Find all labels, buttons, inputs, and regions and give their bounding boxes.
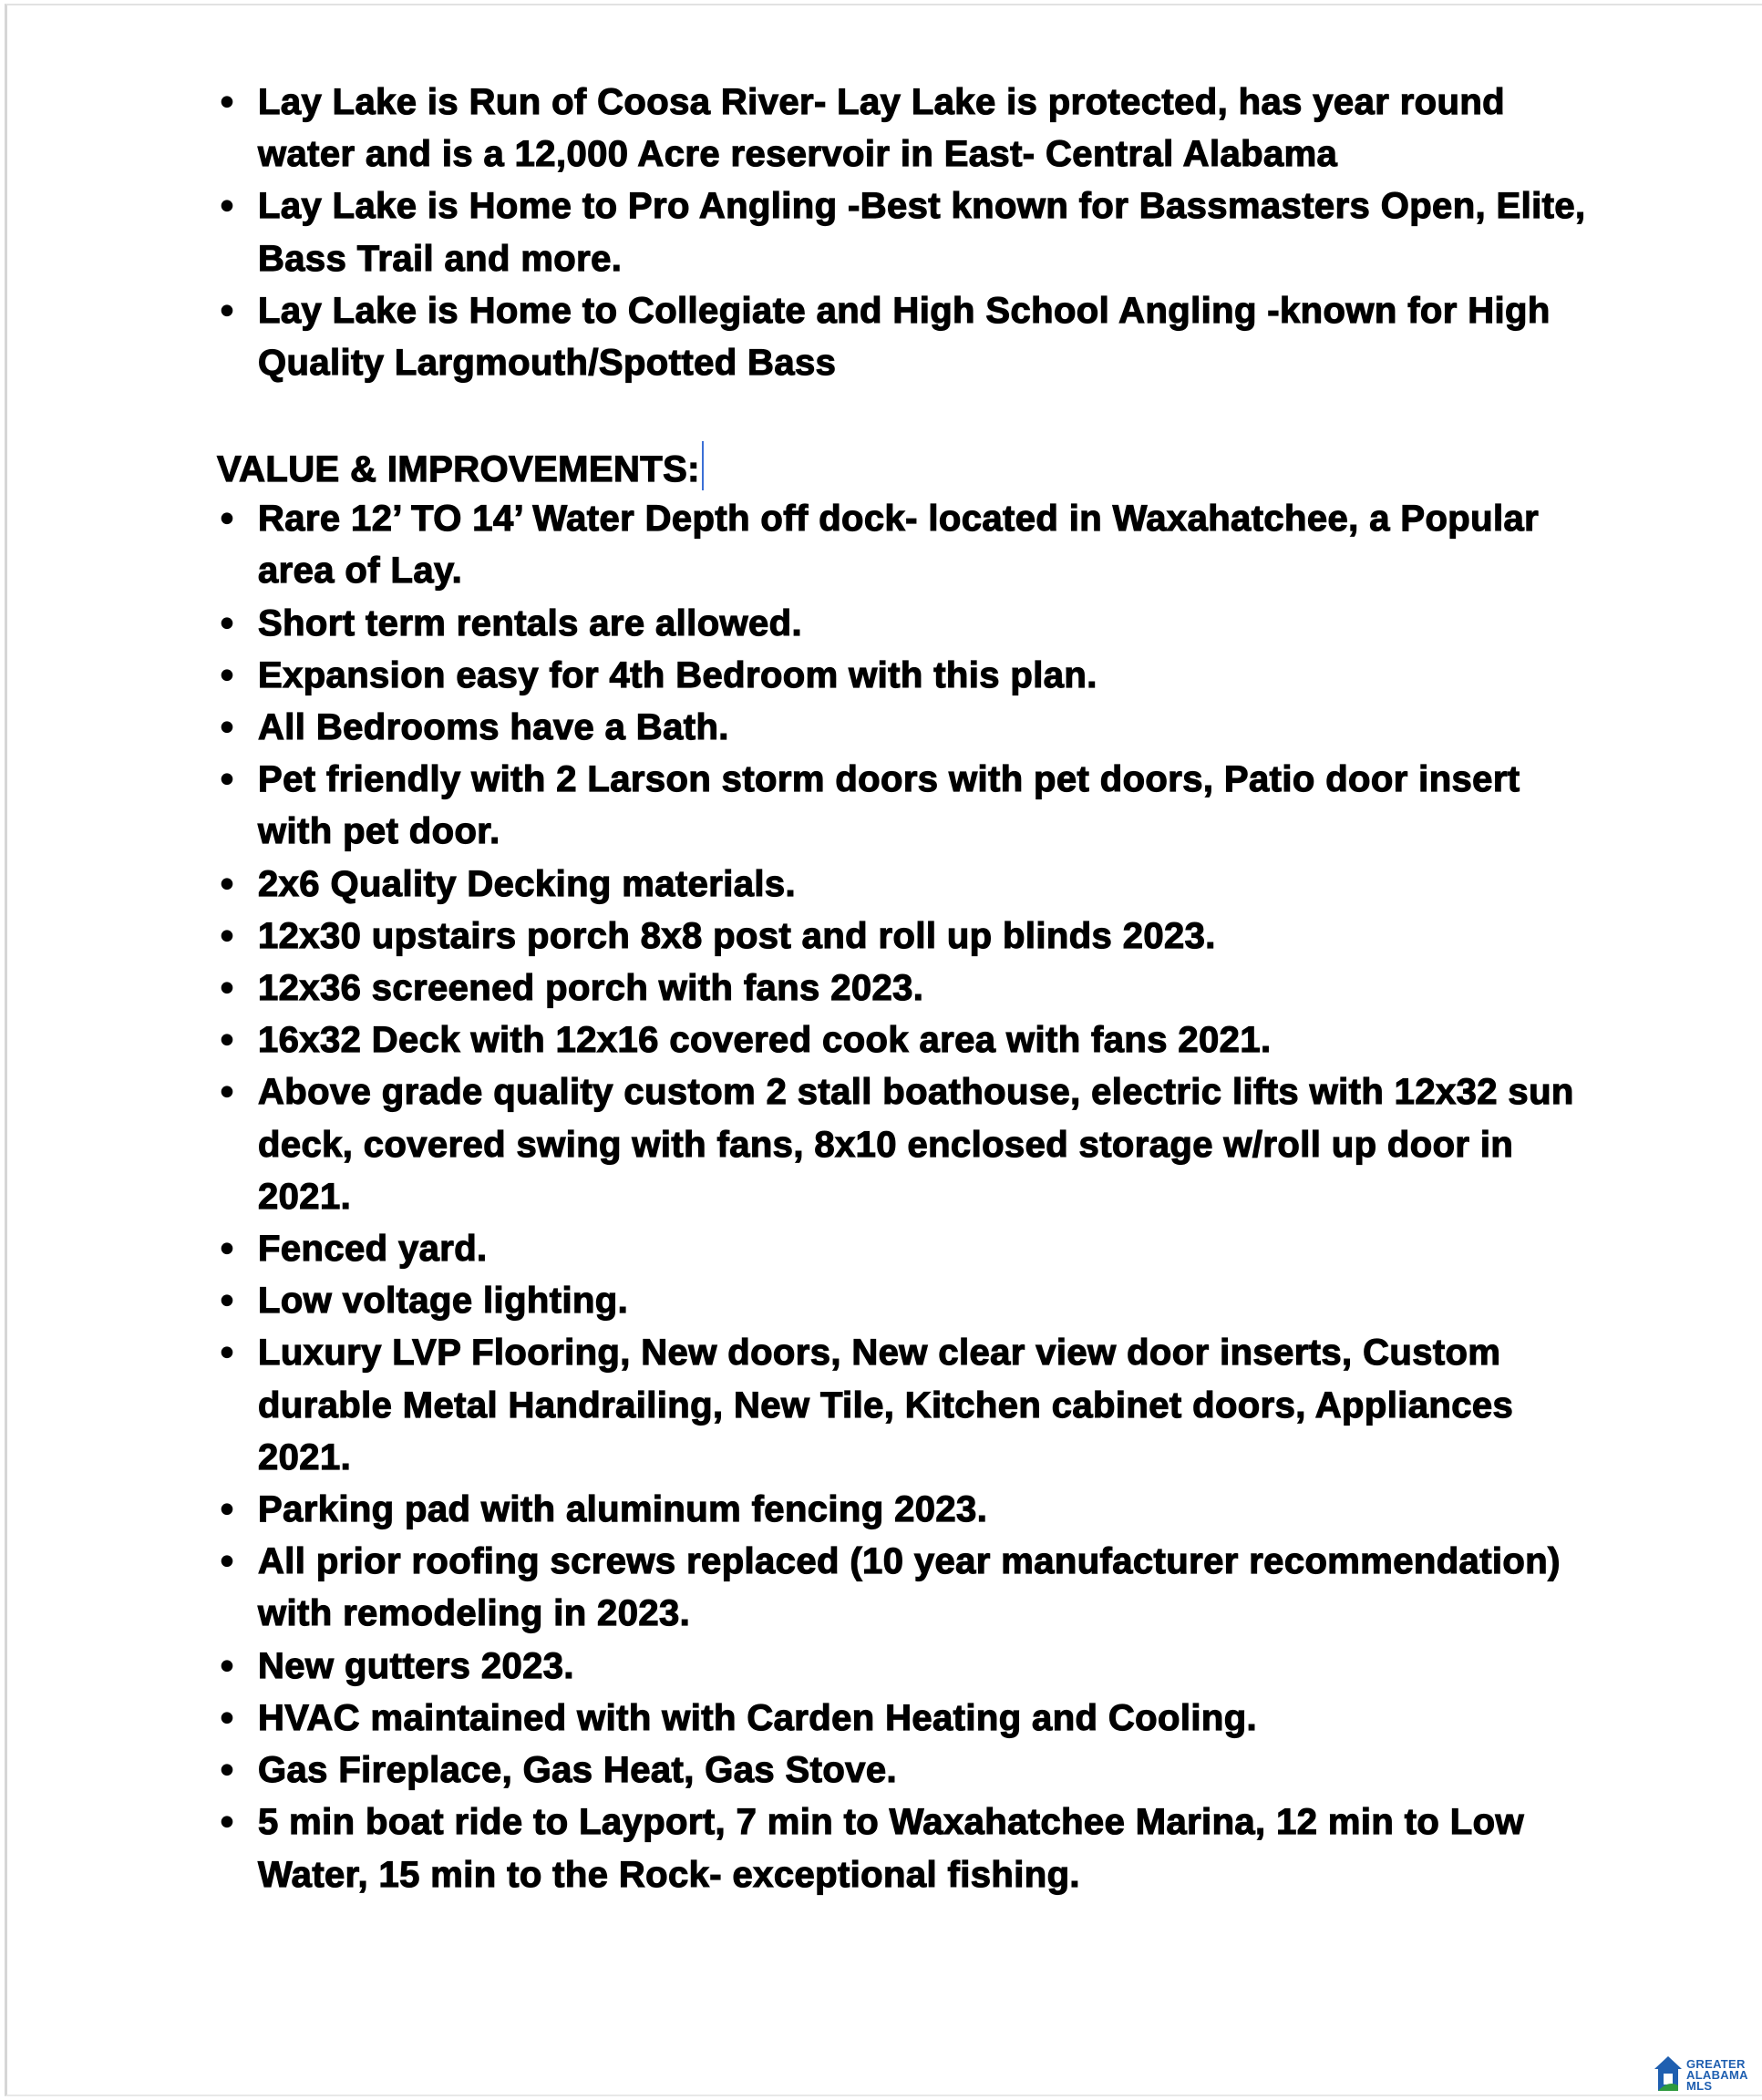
list-item-text: Short term rentals are allowed. bbox=[258, 602, 803, 643]
list-item-text: Lay Lake is Home to Pro Angling -Best known for Bassmasters Open, Elite, Bass Trail and more. bbox=[258, 186, 1586, 279]
bullet-icon: • bbox=[221, 1281, 234, 1322]
list-item-text: 12x30 upstairs porch 8x8 post and roll up blinds 2023. bbox=[258, 915, 1216, 956]
document-page bbox=[5, 4, 1762, 2096]
bullet-icon: • bbox=[221, 968, 234, 1009]
bullet-icon: • bbox=[221, 186, 234, 227]
bullet-icon: • bbox=[221, 1020, 234, 1061]
section-heading bbox=[217, 441, 1602, 493]
improvements-bullet-list bbox=[217, 493, 1602, 1900]
list-item-text: Expansion easy for 4th Bedroom with this plan. bbox=[258, 654, 1097, 695]
list-item bbox=[217, 180, 1602, 284]
list-item bbox=[217, 1641, 1602, 1693]
list-item-text: 5 min boat ride to Layport, 7 min to Waxahatchee Marina, 12 min to Low Water, 15 min to the Rock- exceptional fishing. bbox=[258, 1802, 1524, 1895]
bullet-icon: • bbox=[221, 1541, 234, 1582]
intro-bullet-list bbox=[217, 77, 1602, 389]
bullet-icon: • bbox=[221, 759, 234, 800]
list-item bbox=[217, 493, 1602, 597]
list-item-text: Gas Fireplace, Gas Heat, Gas Stove. bbox=[258, 1750, 897, 1791]
house-icon bbox=[1654, 2055, 1683, 2092]
list-item-text: HVAC maintained with with Carden Heating and Cooling. bbox=[258, 1697, 1258, 1738]
bullet-icon: • bbox=[221, 863, 234, 904]
bullet-icon: • bbox=[221, 290, 234, 331]
list-item-text: 2x6 Quality Decking materials. bbox=[258, 863, 797, 904]
bullet-icon: • bbox=[221, 1229, 234, 1270]
list-item bbox=[217, 859, 1602, 911]
list-item bbox=[217, 1693, 1602, 1745]
bullet-icon: • bbox=[221, 915, 234, 956]
logo-line: GREATER bbox=[1686, 2057, 1746, 2071]
list-item bbox=[217, 911, 1602, 962]
list-item bbox=[217, 1745, 1602, 1796]
list-item-text: Fenced yard. bbox=[258, 1229, 488, 1270]
bullet-icon: • bbox=[221, 654, 234, 695]
text-cursor bbox=[702, 441, 704, 490]
bullet-icon: • bbox=[221, 1802, 234, 1843]
list-item bbox=[217, 77, 1602, 180]
logo-line: ALABAMA bbox=[1686, 2068, 1748, 2082]
bullet-icon: • bbox=[221, 82, 234, 122]
bullet-icon: • bbox=[221, 1333, 234, 1374]
list-item bbox=[217, 1536, 1602, 1640]
bullet-icon: • bbox=[221, 1750, 234, 1791]
list-item-text: Above grade quality custom 2 stall boathouse, electric lifts with 12x32 sun deck, covered swing with fans, 8x10 enclosed storage w/roll up door in 2021. bbox=[258, 1072, 1574, 1217]
bullet-icon: • bbox=[221, 1072, 234, 1113]
list-item bbox=[217, 598, 1602, 650]
list-item-text: Parking pad with aluminum fencing 2023. bbox=[258, 1489, 988, 1530]
list-item bbox=[217, 285, 1602, 389]
bullet-icon: • bbox=[221, 1645, 234, 1686]
list-item bbox=[217, 754, 1602, 858]
logo-text bbox=[1686, 2059, 1748, 2092]
bullet-icon: • bbox=[221, 499, 234, 540]
list-item-text: 16x32 Deck with 12x16 covered cook area with fans 2021. bbox=[258, 1020, 1272, 1061]
bullet-icon: • bbox=[221, 1489, 234, 1530]
list-item bbox=[217, 1066, 1602, 1223]
list-item bbox=[217, 1223, 1602, 1275]
bullet-icon: • bbox=[221, 707, 234, 748]
bullet-icon: • bbox=[221, 1697, 234, 1738]
list-item-text: New gutters 2023. bbox=[258, 1645, 574, 1686]
list-item-text: All Bedrooms have a Bath. bbox=[258, 707, 729, 748]
document-body[interactable] bbox=[217, 77, 1602, 1901]
list-item-text: Lay Lake is Run of Coosa River- Lay Lake is protected, has year round water and is a 12,000 Acre reservoir in East- Central Alabama bbox=[258, 82, 1506, 175]
list-item-text: Low voltage lighting. bbox=[258, 1281, 629, 1322]
list-item bbox=[217, 1484, 1602, 1536]
list-item bbox=[217, 702, 1602, 754]
list-item-text: Lay Lake is Home to Collegiate and High School Angling -known for High Quality Largmouth/Spotted Bass bbox=[258, 290, 1551, 384]
list-item-text: Pet friendly with 2 Larson storm doors with pet doors, Patio door insert with pet door. bbox=[258, 759, 1520, 852]
list-item bbox=[217, 650, 1602, 702]
greater-alabama-mls-logo bbox=[1654, 2055, 1748, 2092]
bullet-icon: • bbox=[221, 602, 234, 643]
list-item bbox=[217, 1327, 1602, 1484]
list-item-text: Rare 12’ TO 14’ Water Depth off dock- located in Waxahatchee, a Popular area of Lay. bbox=[258, 499, 1540, 592]
list-item bbox=[217, 1014, 1602, 1066]
list-item bbox=[217, 1796, 1602, 1900]
logo-line: MLS bbox=[1686, 2079, 1713, 2093]
section-heading-text: VALUE & IMPROVEMENTS: bbox=[217, 449, 700, 490]
blank-line bbox=[217, 389, 1602, 441]
list-item-text: All prior roofing screws replaced (10 year manufacturer recommendation) with remodeling in 2023. bbox=[258, 1541, 1561, 1634]
list-item bbox=[217, 962, 1602, 1014]
list-item-text: 12x36 screened porch with fans 2023. bbox=[258, 968, 924, 1009]
list-item-text: Luxury LVP Flooring, New doors, New clear view door inserts, Custom durable Metal Handrailing, New Tile, Kitchen cabinet doors, Appliances 2021. bbox=[258, 1333, 1514, 1477]
list-item bbox=[217, 1275, 1602, 1327]
